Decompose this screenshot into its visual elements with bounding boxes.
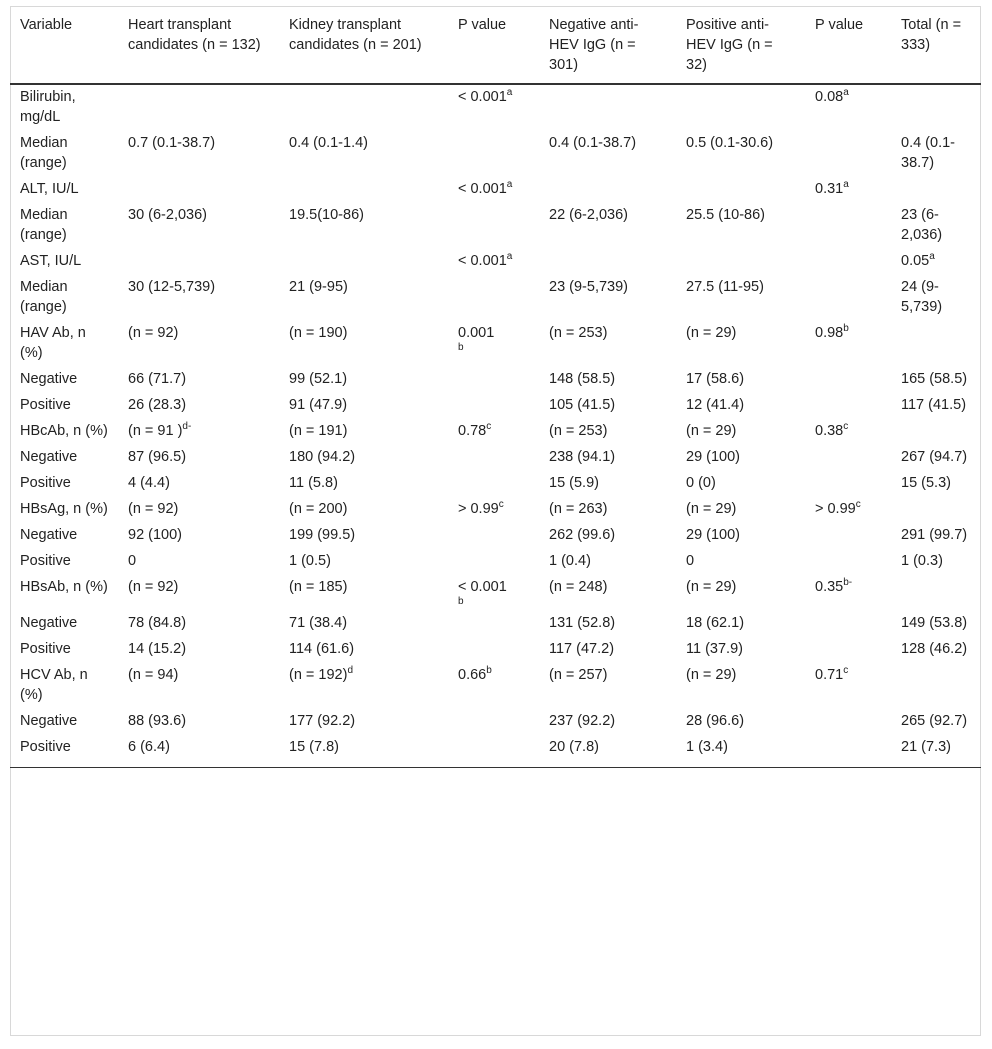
row-label: HBsAb, n (%): [20, 579, 108, 595]
table-cell: [891, 497, 981, 523]
row-label: Negative: [20, 615, 78, 631]
table-cell: 0.5 (0.1-30.6): [686, 135, 774, 151]
footnote-marker: b: [458, 596, 464, 607]
table-cell: [448, 275, 539, 321]
table-row: [10, 471, 981, 497]
table-cell: (n = 29): [686, 667, 737, 683]
table-cell: [539, 177, 676, 203]
table-cell: [279, 84, 448, 131]
table-cell: 30 (12-5,739): [128, 279, 216, 295]
row-label: HBsAg, n (%): [20, 501, 108, 517]
header-p-value-1: P value: [448, 6, 539, 84]
table-row: [10, 611, 981, 637]
row-label: Median (range): [20, 135, 68, 171]
table-cell: (n = 29): [686, 501, 737, 517]
table-cell: (n = 29): [686, 325, 737, 341]
table-cell: 1 (0.3): [901, 553, 943, 569]
table-cell: [448, 735, 539, 768]
table-cell: 4 (4.4): [128, 475, 170, 491]
table-cell: 29 (100): [686, 527, 741, 543]
table-row: [10, 203, 981, 249]
table-cell: [891, 575, 981, 611]
footnote-marker: b: [486, 665, 492, 677]
footnote-marker: a: [843, 87, 849, 99]
table-cell: 23 (9-5,739): [549, 279, 628, 295]
header-total: Total (n = 333): [891, 6, 981, 84]
row-label: Negative: [20, 713, 78, 729]
table-cell: 0.66$^b$: [458, 665, 492, 683]
table-row: [10, 549, 981, 575]
table-cell: 99 (52.1): [289, 371, 348, 387]
table-cell: 12 (41.4): [686, 397, 745, 413]
table-cell: [805, 709, 891, 735]
table-cell: 180 (94.2): [289, 449, 356, 465]
table-cell: 66 (71.7): [128, 371, 187, 387]
footnote-marker: c: [855, 499, 861, 511]
table-cell: [448, 637, 539, 663]
row-label: Bilirubin, mg/dL: [20, 89, 76, 125]
footnote-marker: d-: [182, 421, 192, 433]
table-cell: (n = 91 )$^{d-}$: [128, 421, 192, 439]
table-cell: 1 (3.4): [676, 735, 805, 768]
table-cell: 117 (47.2): [549, 641, 615, 657]
table-cell: 0.05$^a$: [901, 251, 935, 269]
table-cell: [448, 471, 539, 497]
table-cell: 17 (58.6): [686, 371, 745, 387]
table-cell: [891, 321, 981, 367]
table-cell: 19.5(10-86): [289, 207, 364, 223]
row-label: Negative: [20, 449, 78, 465]
table-cell: 88 (93.6): [128, 713, 187, 729]
table-cell: 0.71$^c$: [815, 665, 849, 683]
table-row: [10, 575, 981, 611]
table-cell: [805, 549, 891, 575]
table-cell: [676, 249, 805, 275]
row-label: Negative: [20, 527, 78, 543]
footnote-marker: a: [929, 251, 935, 263]
table-cell: [805, 735, 891, 768]
table-body: [10, 84, 981, 768]
table-row: [10, 131, 981, 177]
row-label: HAV Ab, n (%): [20, 325, 86, 361]
table-cell: [676, 84, 805, 131]
table-cell: (n = 200): [289, 501, 348, 517]
table-cell: 0.4 (0.1-38.7): [901, 135, 955, 171]
table-cell: 6 (6.4): [118, 735, 279, 768]
table-cell: [805, 393, 891, 419]
table-cell: [448, 393, 539, 419]
table-cell: [891, 419, 981, 445]
table-row: [10, 663, 981, 709]
table-cell: [805, 367, 891, 393]
table-cell: (n = 92): [128, 325, 179, 341]
table-cell: $0.35^{b-}$: [815, 577, 853, 595]
row-label: HBcAb, n (%): [20, 423, 108, 439]
footnote-marker: c: [843, 665, 849, 677]
table-cell: [805, 203, 891, 249]
table-cell: [891, 177, 981, 203]
table-cell: 0.4 (0.1-1.4): [289, 135, 368, 151]
table-cell: [805, 131, 891, 177]
table-cell: [891, 84, 981, 131]
table-cell: (n = 185): [289, 579, 348, 595]
table-row: [10, 445, 981, 471]
table-row: [10, 709, 981, 735]
header-row: [10, 6, 981, 84]
table-row: [10, 497, 981, 523]
table-cell: 92 (100): [128, 527, 183, 543]
table-cell: < 0.001 b: [448, 575, 539, 611]
table-cell: 262 (99.6): [549, 527, 616, 543]
table-cell: 105 (41.5): [549, 397, 616, 413]
table-cell: 0.08$^a$: [815, 87, 849, 105]
table-cell: 0.7 (0.1-38.7): [128, 135, 216, 151]
table-row: [10, 275, 981, 321]
table-cell: 0: [128, 553, 137, 569]
row-label: Median (range): [20, 207, 68, 243]
table-cell: 0.001 b: [448, 321, 539, 367]
table-cell: (n = 253): [549, 423, 608, 439]
table-row: [10, 177, 981, 203]
table-cell: 21 (7.3): [891, 735, 981, 768]
row-label: Positive: [20, 553, 71, 569]
table-cell: [805, 275, 891, 321]
table-cell: (n = 92): [128, 501, 179, 517]
table-cell: 238 (94.1): [549, 449, 616, 465]
table-row: [10, 523, 981, 549]
table-cell: 267 (94.7): [901, 449, 968, 465]
table-cell: (n = 94): [128, 667, 179, 683]
table-cell: 0 (0): [686, 475, 716, 491]
table-cell: (n = 29): [686, 423, 737, 439]
footnote-marker: a: [506, 251, 513, 263]
footnote-marker: b: [458, 342, 464, 353]
row-label: Negative: [20, 371, 78, 387]
table-cell: 14 (15.2): [128, 641, 187, 657]
table-cell: (n = 253): [549, 325, 608, 341]
table-cell: (n = 29): [686, 579, 737, 595]
table-cell: 26 (28.3): [128, 397, 187, 413]
table-cell: (n = 190): [289, 325, 348, 341]
table-cell: > 0.99$^c$: [815, 499, 861, 517]
table-cell: [448, 445, 539, 471]
table-cell: [448, 709, 539, 735]
table-cell: < 0.001$^a$: [458, 179, 513, 197]
footnote-marker: c: [843, 421, 849, 433]
table-row: [10, 84, 981, 131]
results-table: [10, 6, 981, 768]
table-cell: [118, 177, 279, 203]
table-cell: (n = 257): [549, 667, 608, 683]
table-cell: 11 (37.9): [686, 641, 743, 657]
table-cell: (n = 263): [549, 501, 608, 517]
footnote-marker: a: [843, 179, 849, 191]
table-cell: 91 (47.9): [289, 397, 348, 413]
table-cell: [448, 203, 539, 249]
table-row: [10, 419, 981, 445]
table-cell: 0.31$^a$: [815, 179, 849, 197]
table-row: [10, 367, 981, 393]
table-row: [10, 393, 981, 419]
table-cell: 291 (99.7): [901, 527, 968, 543]
table-cell: 11 (5.8): [289, 475, 338, 491]
footnote-marker: b: [843, 323, 849, 335]
table-cell: 165 (58.5): [901, 371, 968, 387]
table-cell: 1 (0.5): [289, 553, 331, 569]
table-cell: 87 (96.5): [128, 449, 187, 465]
table-cell: 18 (62.1): [686, 615, 745, 631]
table-cell: [448, 523, 539, 549]
table-cell: 0.38$^c$: [815, 421, 849, 439]
table-cell: 25.5 (10-86): [686, 207, 765, 223]
table-cell: [891, 663, 981, 709]
footnote-marker: c: [486, 421, 492, 433]
footnote-marker: d: [347, 665, 354, 677]
header-positive-hev: Positive anti-HEV IgG (n = 32): [676, 6, 805, 84]
table-cell: 237 (92.2): [549, 713, 616, 729]
table-cell: 15 (5.9): [549, 475, 599, 491]
row-label: Positive: [20, 397, 71, 413]
table-cell: [539, 84, 676, 131]
header-variable: Variable: [10, 6, 118, 84]
table-cell: 23 (6-2,036): [901, 207, 943, 243]
table-cell: 0: [686, 553, 695, 569]
table-row: [10, 249, 981, 275]
table-cell: [676, 177, 805, 203]
table-row: [10, 735, 981, 768]
table-cell: [448, 611, 539, 637]
table-cell: [118, 249, 279, 275]
table-cell: 148 (58.5): [549, 371, 616, 387]
row-label: HCV Ab, n (%): [20, 667, 88, 703]
table-cell: [448, 131, 539, 177]
row-label: ALT, IU/L: [20, 181, 79, 197]
table-cell: < 0.001$^a$: [458, 251, 513, 269]
table-cell: [805, 471, 891, 497]
table-cell: 21 (9-95): [289, 279, 348, 295]
row-label: Positive: [10, 735, 118, 768]
table-cell: (n = 248): [549, 579, 608, 595]
table-cell: [118, 84, 279, 131]
table-cell: [805, 611, 891, 637]
table-cell: 114 (61.6): [289, 641, 355, 657]
table-cell: [539, 249, 676, 275]
header-heart: Heart transplant candidates (n = 132): [118, 6, 279, 84]
footnote-marker: a: [506, 179, 513, 191]
table-cell: 27.5 (11-95): [686, 279, 764, 295]
table-row: [10, 637, 981, 663]
table-cell: 30 (6-2,036): [128, 207, 207, 223]
table-cell: 71 (38.4): [289, 615, 348, 631]
table-cell: 128 (46.2): [901, 641, 968, 657]
table-cell: 177 (92.2): [289, 713, 356, 729]
footnote-marker: a: [506, 87, 513, 99]
table-cell: 117 (41.5): [901, 397, 967, 413]
table-cell: 131 (52.8): [549, 615, 616, 631]
row-label: Positive: [20, 475, 71, 491]
header-negative-hev: Negative anti-HEV IgG (n = 301): [539, 6, 676, 84]
table-cell: (n = 192)$^d$: [289, 665, 354, 683]
table-cell: [805, 637, 891, 663]
table-cell: 265 (92.7): [901, 713, 968, 729]
table-cell: 15 (7.8): [279, 735, 448, 768]
table-cell: > 0.99$^c$: [458, 499, 504, 517]
table-cell: [279, 249, 448, 275]
table-row: [10, 321, 981, 367]
table-cell: [805, 523, 891, 549]
footnote-marker: c: [498, 499, 504, 511]
row-label: Median (range): [20, 279, 68, 315]
table-cell: 22 (6-2,036): [549, 207, 628, 223]
table-cell: 0.78$^c$: [458, 421, 492, 439]
table-cell: 0.98$^b$: [815, 323, 849, 341]
table-cell: [448, 549, 539, 575]
table-cell: < 0.001$^a$: [458, 87, 513, 105]
row-label: Positive: [20, 641, 71, 657]
table-cell: 0.4 (0.1-38.7): [549, 135, 637, 151]
table-cell: 24 (9-5,739): [901, 279, 943, 315]
table-cell: (n = 191): [289, 423, 348, 439]
footnote-marker: b-: [843, 577, 853, 589]
table-cell: 15 (5.3): [901, 475, 951, 491]
header-kidney: Kidney transplant candidates (n = 201): [279, 6, 448, 84]
table-cell: 20 (7.8): [539, 735, 676, 768]
table-cell: 149 (53.8): [901, 615, 968, 631]
table-cell: 1 (0.4): [549, 553, 591, 569]
table-cell: 28 (96.6): [686, 713, 745, 729]
row-label: AST, IU/L: [20, 253, 82, 269]
table-cell: (n = 92): [128, 579, 179, 595]
table-cell: [805, 249, 891, 275]
table-cell: 78 (84.8): [128, 615, 187, 631]
table-cell: 29 (100): [686, 449, 741, 465]
table-cell: [279, 177, 448, 203]
table-cell: [805, 445, 891, 471]
table-cell: [448, 367, 539, 393]
header-p-value-2: P value: [805, 6, 891, 84]
table-cell: 199 (99.5): [289, 527, 356, 543]
